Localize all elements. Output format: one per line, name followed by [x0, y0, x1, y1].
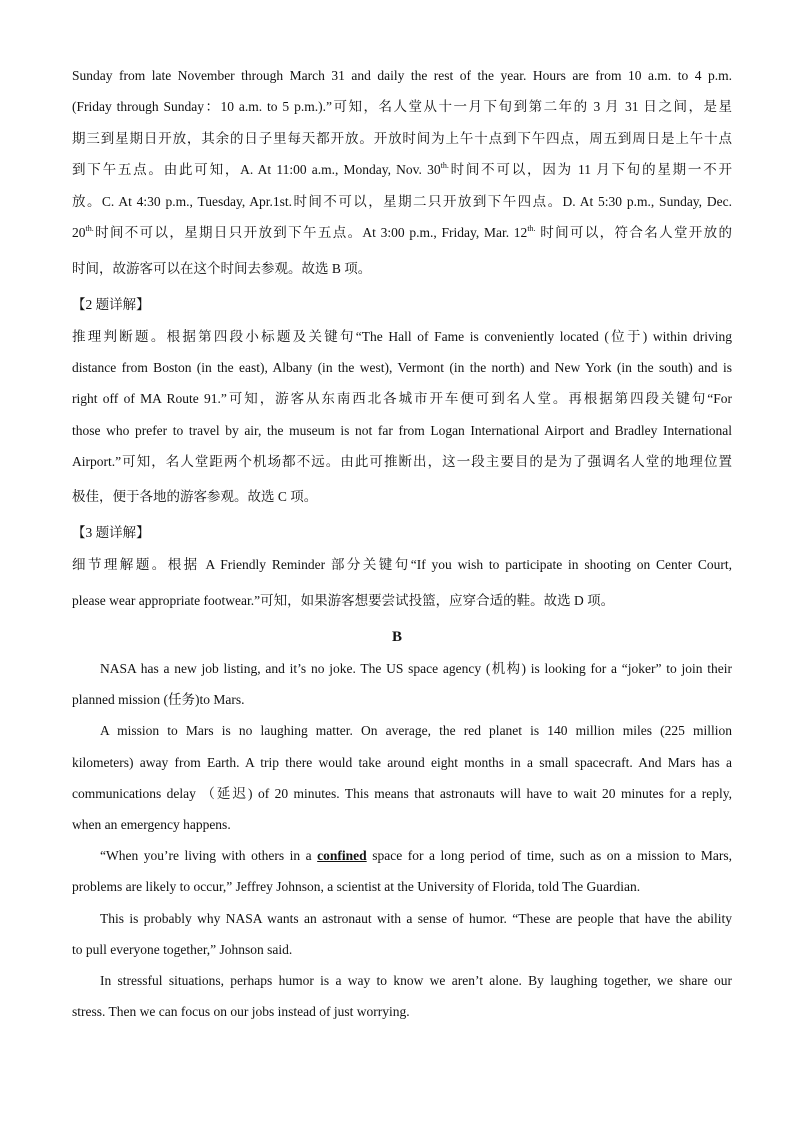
- text-segment: 时间可以，符合名人堂开放的: [535, 225, 733, 240]
- text-line: problems are likely to occur,” Jeffrey Johnson, a scientist at the University of Florida, told The Guardian.: [72, 879, 641, 894]
- text-line: stress. Then we can focus on our jobs instead of just worrying.: [72, 1004, 410, 1019]
- underlined-keyword: confined: [317, 848, 367, 863]
- text-line: 期三到星期日开放，其余的日子里每天都开放。开放时间为上午十点到下午四点，周五到周日是上午十点: [72, 131, 732, 146]
- text-line: please wear appropriate footwear.”可知，如果游客想要尝试投篮，应穿合适的鞋。故选 D 项。: [72, 593, 615, 608]
- text-segment: “When you’re living with others in a: [100, 848, 318, 863]
- superscript: th.: [85, 224, 94, 233]
- section-heading: 【3 题详解】: [72, 525, 150, 540]
- text-line: [72, 161, 732, 179]
- text-segment: space for a long period of time, such as on a mission to Mars,: [366, 848, 732, 863]
- text-line: A mission to Mars is no laughing matter. On average, the red planet is 140 million miles (225 million: [100, 723, 732, 738]
- text-segment: 时间不可以，星期日只开放到下午五点。At 3:00 p.m., Friday, Mar. 12: [93, 225, 528, 240]
- text-line: those who prefer to travel by air, the museum is not far from Logan International Airport and Bradley International: [72, 423, 732, 438]
- text-line: Sunday from late November through March 31 and daily the rest of the year. Hours are from 10 a.m. to 4 p.m.: [72, 68, 732, 83]
- text-line: [100, 847, 732, 865]
- text-line: planned mission (任务)to Mars.: [72, 692, 245, 707]
- text-line: 时间，故游客可以在这个时间去参观。故选 B 项。: [72, 261, 372, 276]
- text-line: This is probably why NASA wants an astronaut with a sense of humor. “These are people that have the ability: [100, 911, 732, 926]
- text-segment: 20: [72, 225, 86, 240]
- text-line: 放。C. At 4:30 p.m., Tuesday, Apr.1st.时间不可以，星期二只开放到下午四点。D. At 5:30 p.m., Sunday, Dec.: [72, 194, 732, 209]
- text-line: Airport.”可知，名人堂距两个机场都不远。由此可推断出，这一段主要目的是为了强调名人堂的地理位置: [72, 454, 732, 469]
- text-line: In stressful situations, perhaps humor is a way to know we aren’t alone. By laughing together, we share our: [100, 973, 732, 988]
- text-segment: 到下午五点。由此可知，A. At 11:00 a.m., Monday, Nov. 30: [72, 162, 441, 177]
- text-line: communications delay （延迟) of 20 minutes. This means that astronauts will have to wait 20 minutes for a reply,: [72, 786, 732, 801]
- text-segment: 时间不可以，因为 11 月下旬的星期一不开: [448, 162, 732, 177]
- passage-title: B: [391, 629, 402, 645]
- text-line: distance from Boston (in the east), Albany (in the west), Vermont (in the north) and New York (in the south) and is: [72, 360, 732, 375]
- text-line: 细节理解题。根据 A Friendly Reminder 部分关键句“If you wish to participate in shooting on Center Court,: [72, 557, 732, 572]
- text-line: kilometers) away from Earth. A trip there would take around eight months in a small spacecraft. And Mars has a: [72, 755, 732, 770]
- text-line: to pull everyone together,” Johnson said.: [72, 942, 293, 957]
- text-line: 极佳，便于各地的游客参观。故选 C 项。: [72, 489, 318, 504]
- superscript: th.: [527, 224, 536, 233]
- text-line: when an emergency happens.: [72, 817, 231, 832]
- text-line: (Friday through Sunday：10 a.m. to 5 p.m.).”可知，名人堂从十一月下旬到第二年的 3 月 31 日之间，是星: [72, 99, 732, 114]
- text-line: [72, 224, 732, 242]
- section-heading: 【2 题详解】: [72, 297, 150, 312]
- text-line: 推理判断题。根据第四段小标题及关键句“The Hall of Fame is conveniently located (位于) within driving: [72, 329, 732, 344]
- text-line: NASA has a new job listing, and it’s no joke. The US space agency (机构) is looking for a “joker” to join their: [100, 661, 732, 676]
- superscript: th.: [440, 161, 449, 170]
- text-line: right off of MA Route 91.”可知，游客从东南西北各城市开车便可到名人堂。再根据第四段关键句“For: [72, 391, 732, 406]
